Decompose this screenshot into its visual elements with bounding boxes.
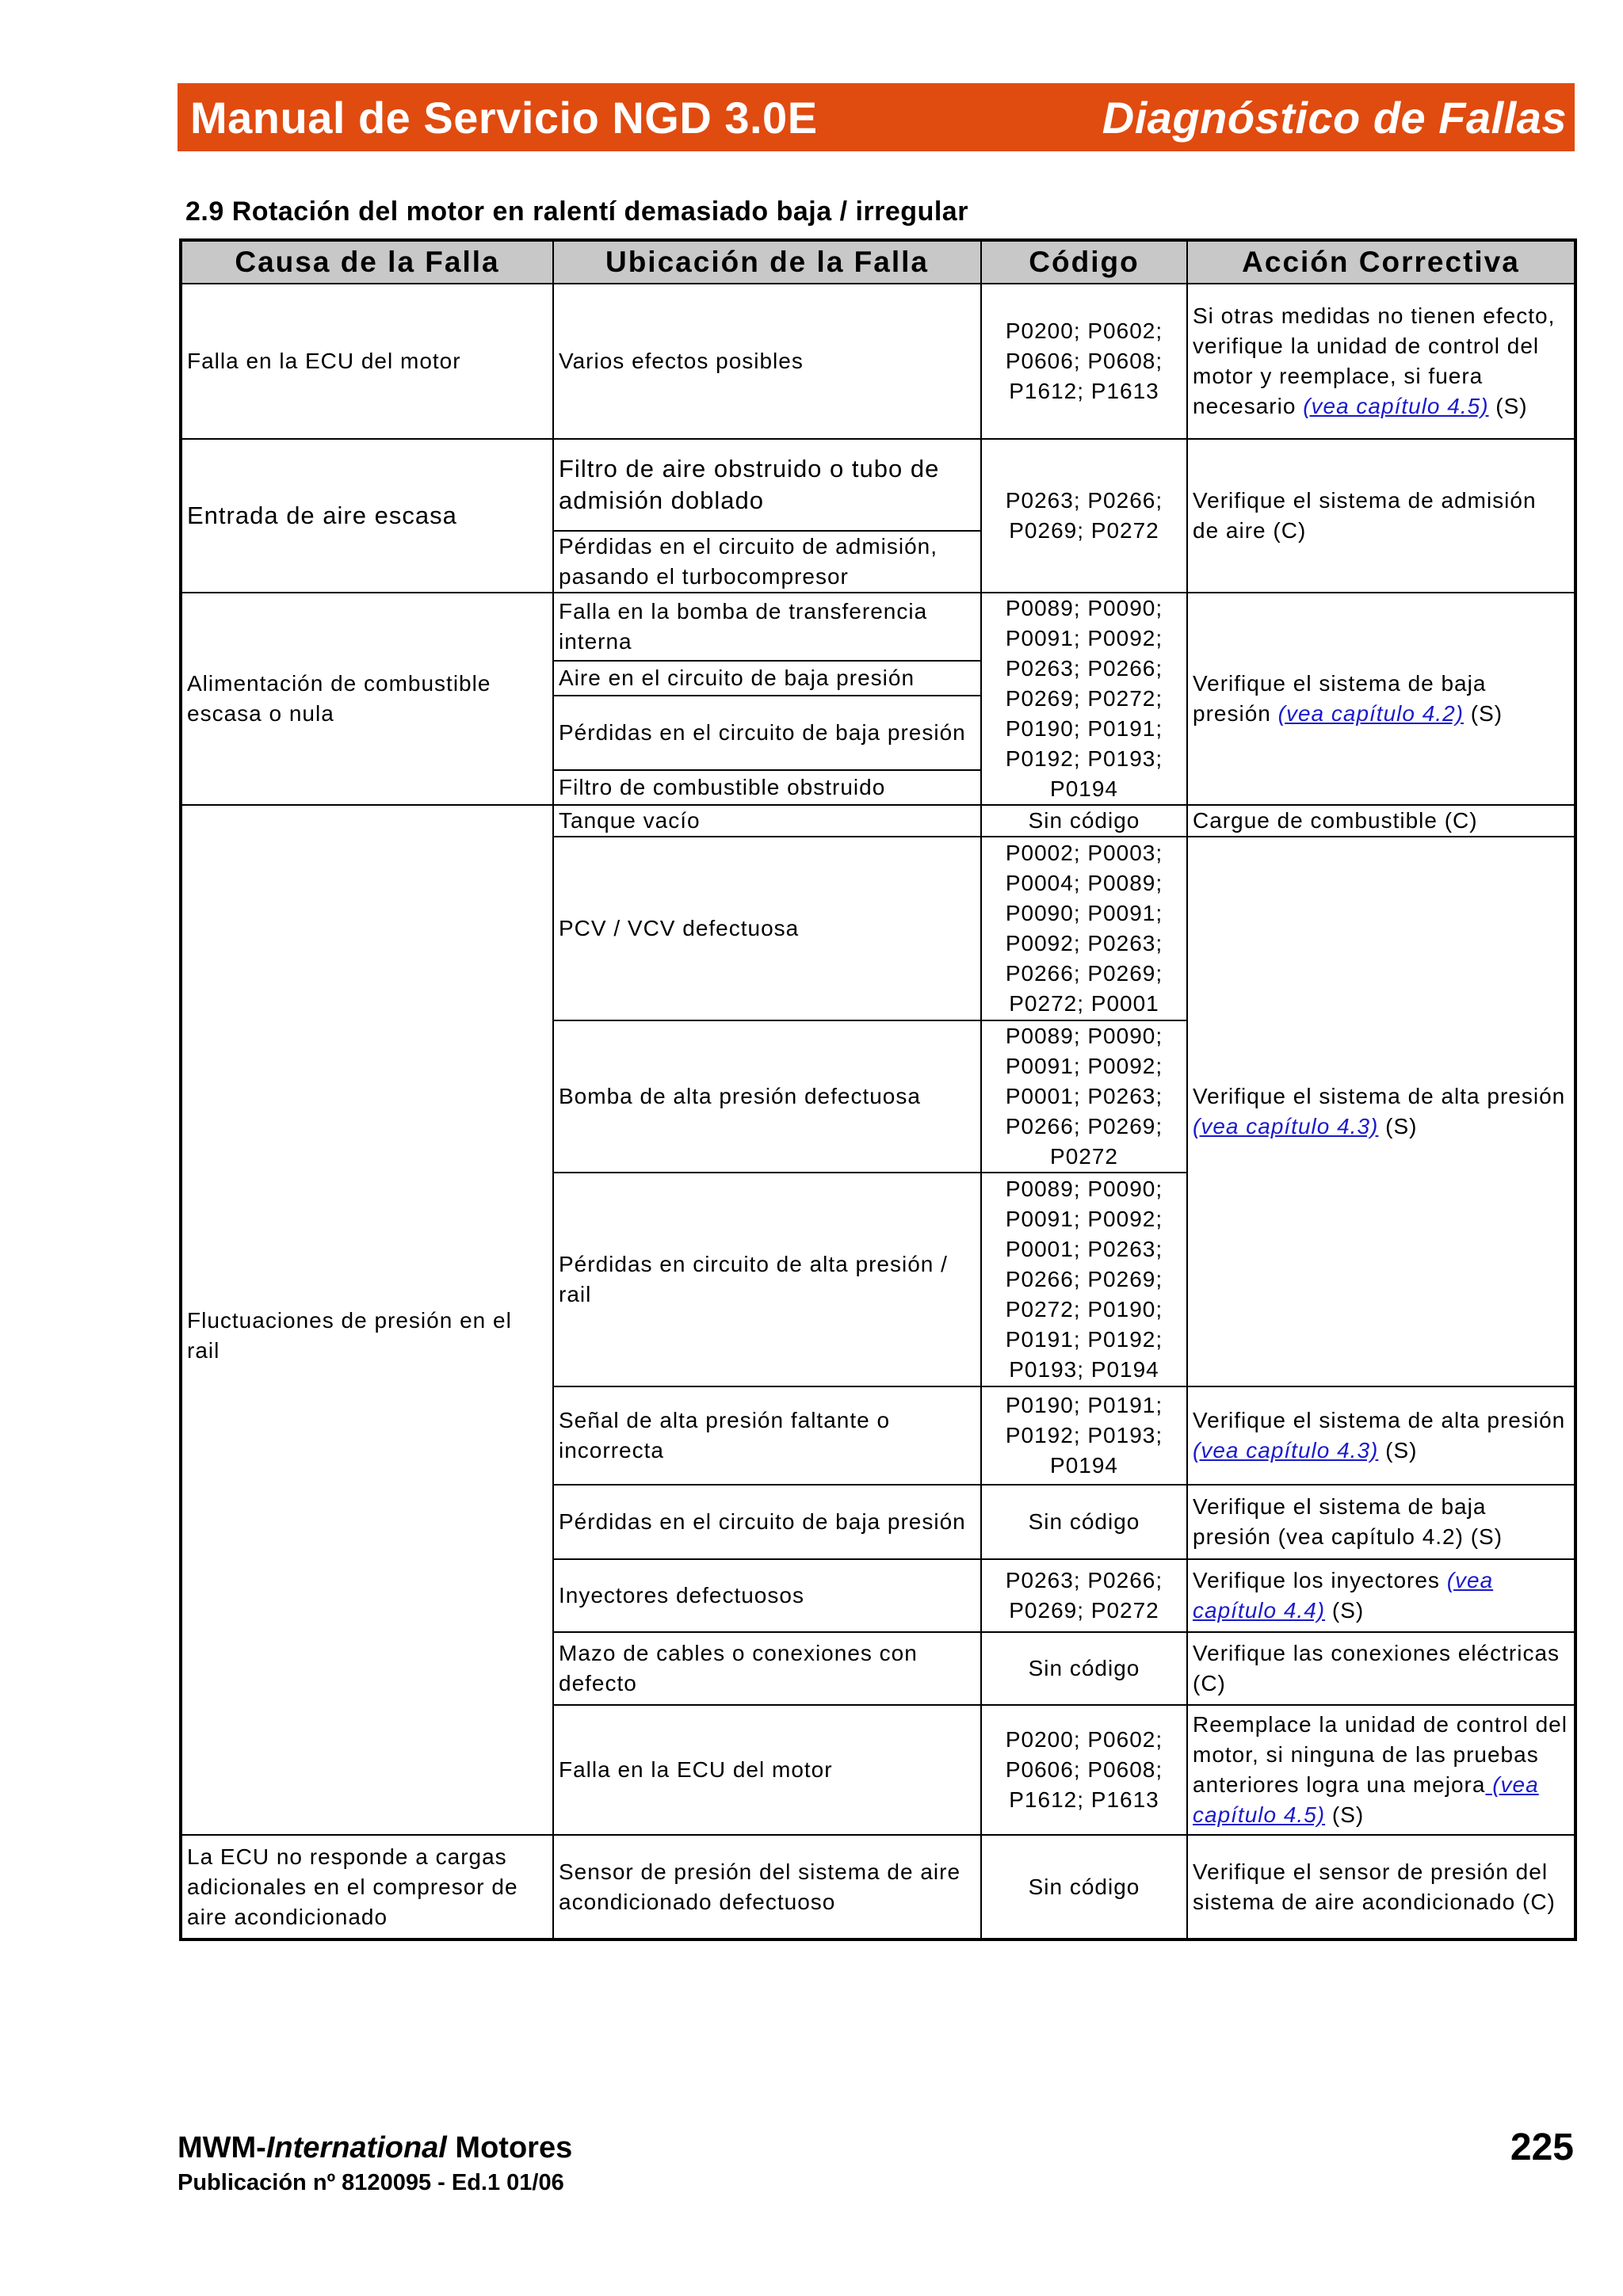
section-title: 2.9 Rotación del motor en ralentí demasiado baja / irregular: [185, 196, 968, 227]
code-cell: P0263; P0266; P0269; P0272: [981, 1559, 1187, 1632]
action-cell: Cargue de combustible (C): [1187, 805, 1575, 837]
header-cause: Causa de la Falla: [181, 240, 553, 284]
table-row: [181, 593, 1575, 661]
location-cell: Aire en el circuito de baja presión: [553, 661, 981, 696]
location-cell: Bomba de alta presión defectuosa: [553, 1020, 981, 1173]
chapter-link[interactable]: (vea capítulo 4.2): [1277, 701, 1464, 726]
page-header: [178, 83, 1575, 151]
chapter-link[interactable]: (vea capítulo 4.4): [1193, 1568, 1494, 1623]
location-cell: Falla en la ECU del motor: [553, 1705, 981, 1835]
code-cell: P0200; P0602; P0606; P0608; P1612; P1613: [981, 284, 1187, 439]
cause-cell: Alimentación de combustible escasa o nula: [181, 593, 553, 805]
cause-cell: Entrada de aire escasa: [181, 439, 553, 593]
code-cell: P0200; P0602; P0606; P0608; P1612; P1613: [981, 1705, 1187, 1835]
publication-number: Publicación nº 8120095 - Ed.1 01/06: [178, 2170, 564, 2195]
action-cell: Verifique el sistema de alta presión (vea capítulo 4.3) (S): [1187, 837, 1575, 1386]
location-cell: Pérdidas en el circuito de admisión, pasando el turbocompresor: [553, 531, 981, 593]
code-cell: P0190; P0191; P0192; P0193; P0194: [981, 1386, 1187, 1485]
code-cell: Sin código: [981, 1485, 1187, 1559]
table-header-row: [181, 240, 1575, 284]
action-cell: Verifique el sistema de baja presión (vea capítulo 4.2) (S): [1187, 593, 1575, 805]
code-cell: P0002; P0003; P0004; P0089; P0090; P0091; P0092; P0263; P0266; P0269; P0272; P0001: [981, 837, 1187, 1020]
cause-cell: La ECU no responde a cargas adicionales en el compresor de aire acondicionado: [181, 1835, 553, 1939]
chapter-link[interactable]: (vea capítulo 4.3): [1193, 1438, 1379, 1463]
action-cell: Verifique los inyectores (vea capítulo 4.4) (S): [1187, 1559, 1575, 1632]
location-cell: Filtro de combustible obstruido: [553, 770, 981, 805]
cause-cell: Fluctuaciones de presión en el rail: [181, 837, 553, 1835]
code-cell: P0089; P0090; P0091; P0092; P0001; P0263; P0266; P0269; P0272; P0190; P0191; P0192; P0193; P0194: [981, 1173, 1187, 1386]
location-cell: Inyectores defectuosos: [553, 1559, 981, 1632]
chapter-link[interactable]: (vea capítulo 4.5): [1193, 1772, 1539, 1827]
header-action: Acción Correctiva: [1187, 240, 1575, 284]
location-cell: Señal de alta presión faltante o incorrecta: [553, 1386, 981, 1485]
chapter-link[interactable]: (vea capítulo 4.3): [1193, 1114, 1379, 1138]
cause-cell: Falla en la ECU del motor: [181, 284, 553, 439]
location-cell: Tanque vacío: [553, 805, 981, 837]
action-cell: Verifique el sistema de admisión de aire (C): [1187, 439, 1575, 593]
location-cell: Sensor de presión del sistema de aire acondicionado defectuoso: [553, 1835, 981, 1939]
publisher-brand: MWM-International Motores: [178, 2131, 573, 2164]
code-cell: Sin código: [981, 1835, 1187, 1939]
action-cell: Verifique el sistema de baja presión (vea capítulo 4.2) (S): [1187, 1485, 1575, 1559]
footer-publisher: [178, 2131, 572, 2196]
table-row: [181, 439, 1575, 531]
table-row: [181, 805, 1575, 837]
code-cell: Sin código: [981, 1632, 1187, 1705]
table-row: [181, 1835, 1575, 1939]
location-cell: Pérdidas en el circuito de baja presión: [553, 1485, 981, 1559]
action-cell: Verifique el sistema de alta presión (vea capítulo 4.3) (S): [1187, 1386, 1575, 1485]
page-number: 225: [1510, 2126, 1574, 2168]
location-cell: Varios efectos posibles: [553, 284, 981, 439]
location-cell: Falla en la bomba de transferencia interna: [553, 593, 981, 661]
action-cell: Verifique las conexiones eléctricas (C): [1187, 1632, 1575, 1705]
chapter-link[interactable]: (vea capítulo 4.5): [1303, 394, 1489, 418]
action-cell: Verifique el sensor de presión del sistema de aire acondicionado (C): [1187, 1835, 1575, 1939]
header-location: Ubicación de la Falla: [553, 240, 981, 284]
location-cell: Pérdidas en el circuito de baja presión: [553, 696, 981, 770]
action-cell: Reemplace la unidad de control del motor, si ninguna de las pruebas anteriores logra una mejora (vea capítulo 4.5) (S): [1187, 1705, 1575, 1835]
chapter-title: Diagnóstico de Fallas: [1102, 92, 1567, 143]
location-cell: Mazo de cables o conexiones con defecto: [553, 1632, 981, 1705]
code-cell: Sin código: [981, 805, 1187, 837]
manual-title: Manual de Servicio NGD 3.0E: [190, 92, 818, 143]
table-row: [181, 837, 1575, 1020]
location-cell: Filtro de aire obstruido o tubo de admisión doblado: [553, 439, 981, 531]
action-cell: Si otras medidas no tienen efecto, verifique la unidad de control del motor y reemplace, si fuera necesario (vea capítulo 4.5) (S): [1187, 284, 1575, 439]
cause-cell: [181, 805, 553, 837]
fault-table: [179, 238, 1577, 1941]
table-row: [181, 284, 1575, 439]
location-cell: Pérdidas en circuito de alta presión / rail: [553, 1173, 981, 1386]
code-cell: P0263; P0266; P0269; P0272: [981, 439, 1187, 593]
code-cell: P0089; P0090; P0091; P0092; P0001; P0263; P0266; P0269; P0272: [981, 1020, 1187, 1173]
code-cell: P0089; P0090; P0091; P0092; P0263; P0266; P0269; P0272; P0190; P0191; P0192; P0193; P0194: [981, 593, 1187, 805]
header-code: Código: [981, 240, 1187, 284]
location-cell: PCV / VCV defectuosa: [553, 837, 981, 1020]
